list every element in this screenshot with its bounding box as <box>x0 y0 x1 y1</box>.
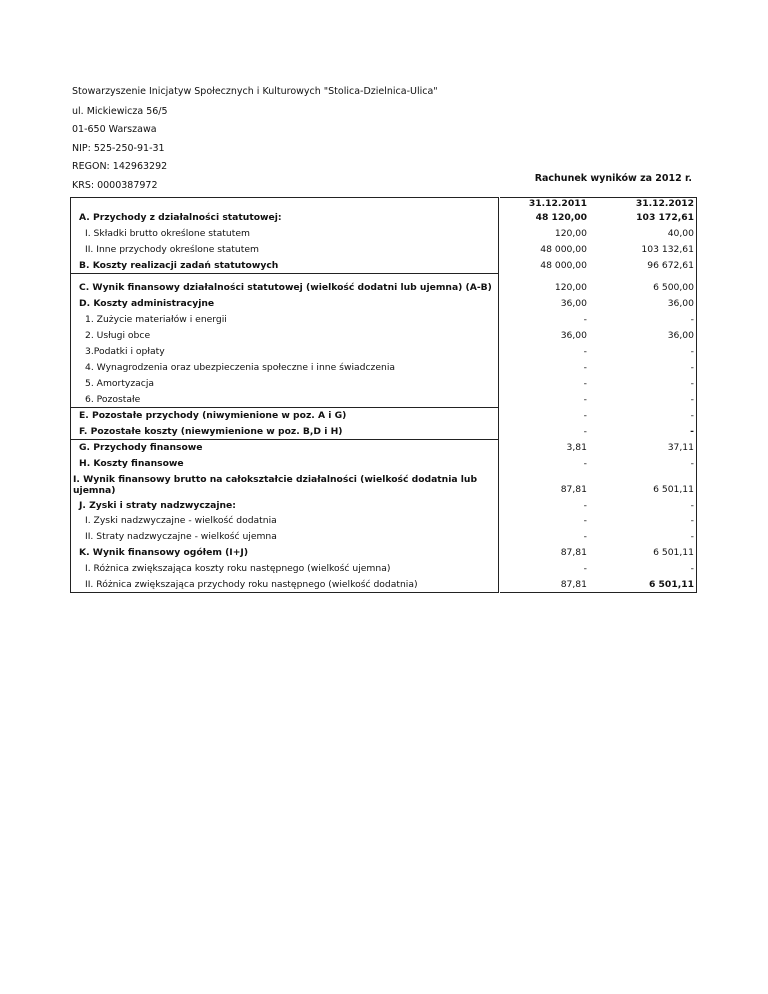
organization-name: Stowarzyszenie Inicjatyw Społecznych i Kulturowych "Stolica-Dzielnica-Ulica" <box>72 86 438 97</box>
table-row: H. Koszty finansowe - - <box>70 456 698 472</box>
table-row: II. Różnica zwiększająca przychody roku następnego (wielkość dodatnia) 87,81 6 501,11 <box>70 577 698 593</box>
table-row: D. Koszty administracyjne 36,00 36,00 <box>70 296 698 312</box>
organization-krs: KRS: 0000387972 <box>72 180 158 191</box>
table-row: F. Pozostałe koszty (niewymienione w poz. B,D i H) - - <box>70 424 698 440</box>
table-row: 1. Zużycie materiałów i energii - - <box>70 312 698 328</box>
table-row: II. Straty nadzwyczajne - wielkość ujemna - - <box>70 529 698 545</box>
table-row: 5. Amortyzacja - - <box>70 376 698 392</box>
table-row: C. Wynik finansowy działalności statutowej (wielkość dodatni lub ujemna) (A-B) 120,00 6 500,00 <box>70 280 698 296</box>
table-row: J. Zyski i straty nadzwyczajne: - - <box>70 498 698 513</box>
organization-nip: NIP: 525-250-91-31 <box>72 143 165 154</box>
table-row: I. Różnica zwiększająca koszty roku następnego (wielkość ujemna) - - <box>70 561 698 577</box>
column-header-row <box>70 197 698 210</box>
table-row: 2. Usługi obce 36,00 36,00 <box>70 328 698 344</box>
organization-regon: REGON: 142963292 <box>72 161 168 172</box>
table-row: 4. Wynagrodzenia oraz ubezpieczenia społeczne i inne świadczenia - - <box>70 360 698 376</box>
table-row: E. Pozostałe przychody (niwymienione w poz. A i G) - - <box>70 408 698 424</box>
organization-street: ul. Mickiewicza 56/5 <box>72 106 168 117</box>
income-statement-table <box>70 197 698 593</box>
table-row: 6. Pozostałe - - <box>70 392 698 408</box>
table-row: 3.Podatki i opłaty - - <box>70 344 698 360</box>
column-header-2011: 31.12.2011 <box>500 197 589 210</box>
table-row: I. Składki brutto określone statutem 120,00 40,00 <box>70 226 698 242</box>
table-row: K. Wynik finansowy ogółem (I+J) 87,81 6 501,11 <box>70 545 698 561</box>
organization-city: 01-650 Warszawa <box>72 124 157 135</box>
column-header-2012: 31.12.2012 <box>589 197 697 210</box>
report-title: Rachunek wyników za 2012 r. <box>534 173 692 184</box>
table-row: G. Przychody finansowe 3,81 37,11 <box>70 440 698 456</box>
table-row: A. Przychody z działalności statutowej: 48 120,00 103 172,61 <box>70 210 698 226</box>
table-row: II. Inne przychody określone statutem 48 000,00 103 132,61 <box>70 242 698 258</box>
table-row: I. Wynik finansowy brutto na całokształcie działalności (wielkość dodatnia lub ujemna) 87,81 6 501,11 <box>70 472 698 498</box>
table-row: I. Zyski nadzwyczajne - wielkość dodatnia - - <box>70 513 698 529</box>
table-row: B. Koszty realizacji zadań statutowych 48 000,00 96 672,61 <box>70 258 698 274</box>
